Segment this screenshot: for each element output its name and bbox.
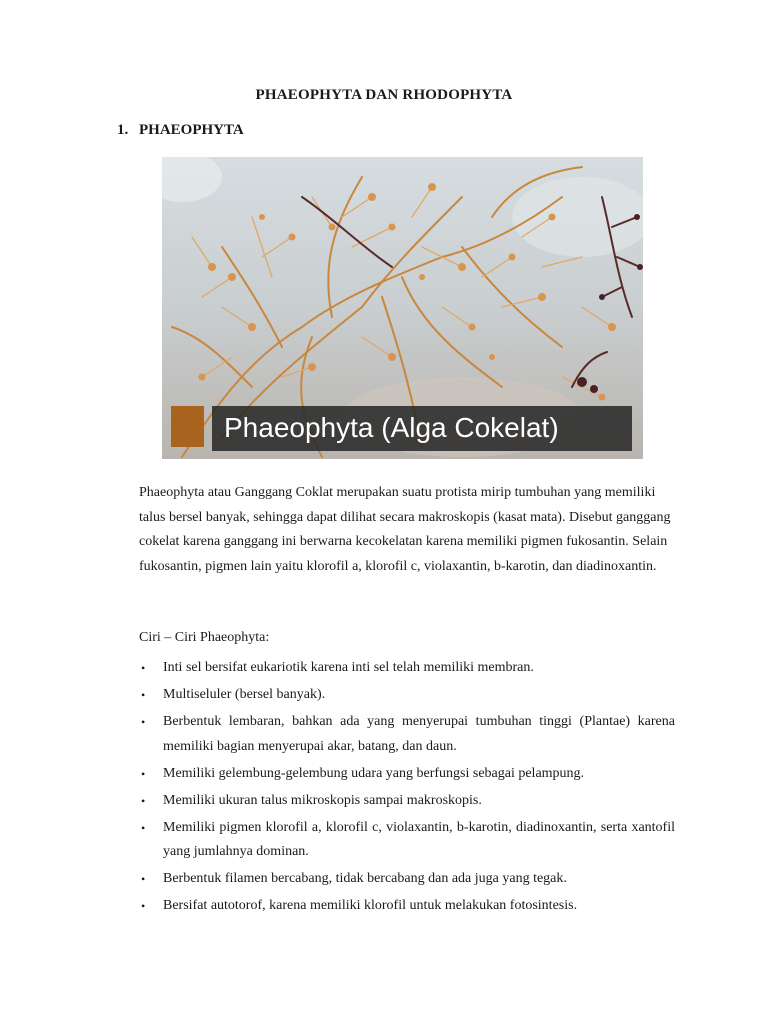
bullet-icon: • xyxy=(141,872,146,886)
intro-paragraph: Phaeophyta atau Ganggang Coklat merupakan suatu protista mirip tumbuhan yang memiliki talus bersel banyak, sehingga dapat dilihat secara makroskopis (kasat mata). Disebut ganggang cokelat karena ganggang ini berwarna kecokelatan karena memiliki pigmen fukosantin. Selain fukosantin, pigmen lain yaitu klorofil a, klorofil c, violaxantin, b-karotin, dan diadinoxantin. xyxy=(139,485,671,574)
list-item xyxy=(139,867,675,892)
list-item-text: Memiliki ukuran talus mikroskopis sampai makroskopis. xyxy=(163,792,482,808)
list-item-text: Inti sel bersifat eukariotik karena inti sel telah memiliki membran. xyxy=(163,660,534,675)
caption-color-swatch xyxy=(171,406,204,447)
section-number: 1. xyxy=(117,122,129,138)
bullet-icon: • xyxy=(141,715,146,729)
bullet-icon: • xyxy=(141,820,146,835)
list-item-text: Memiliki pigmen klorofil a, klorofil c, violaxantin, b-karotin, diadinoxantin, serta xantofil yang jumlahnya dominan. xyxy=(163,819,675,859)
list-item xyxy=(139,710,675,759)
section-heading xyxy=(117,122,244,139)
list-item xyxy=(139,789,675,814)
bullet-icon: • xyxy=(141,688,146,702)
list-item xyxy=(139,656,675,681)
list-item xyxy=(139,683,675,708)
bullet-icon: • xyxy=(141,661,146,675)
list-item xyxy=(139,762,675,787)
list-item-text: Bersifat autotorof, karena memiliki klorofil untuk melakukan fotosintesis. xyxy=(163,898,578,913)
section-heading-text: PHAEOPHYTA xyxy=(139,122,244,138)
bullet-icon: • xyxy=(141,793,146,808)
list-item-text: Berbentuk lembaran, bahkan ada yang menyerupai tumbuhan tinggi (Plantae) karena memiliki bagian menyerupai akar, batang, dan daun. xyxy=(163,714,675,754)
characteristics-heading: Ciri – Ciri Phaeophyta: xyxy=(139,630,270,645)
figure-caption: Phaeophyta (Alga Cokelat) xyxy=(224,412,559,443)
list-item-text: Memiliki gelembung-gelembung udara yang berfungsi sebagai pelampung. xyxy=(163,765,585,781)
bullet-icon: • xyxy=(141,899,146,913)
characteristics-list xyxy=(139,656,675,921)
list-item xyxy=(139,894,675,919)
document-title: PHAEOPHYTA DAN RHODOPHYTA xyxy=(255,87,513,103)
figure-caption-bar xyxy=(212,406,632,451)
bullet-icon: • xyxy=(141,766,146,781)
list-item-text: Multiseluler (bersel banyak). xyxy=(163,687,326,702)
list-item xyxy=(139,816,675,865)
list-item-text: Berbentuk filamen bercabang, tidak bercabang dan ada juga yang tegak. xyxy=(163,871,567,886)
